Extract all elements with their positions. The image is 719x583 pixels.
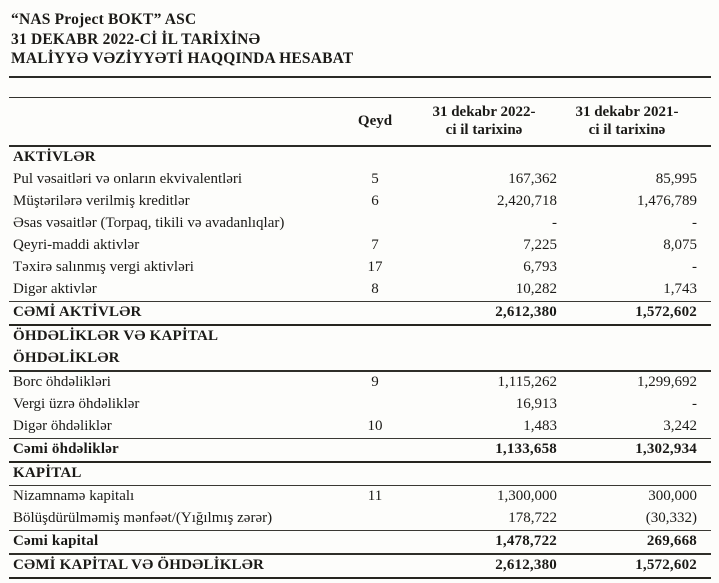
document-header (9, 9, 711, 78)
section-row-equity: KAPİTAL (9, 463, 711, 486)
table-row-deferred-tax-assets: Təxirə salınmış vergi aktivləri 17 6,793 - (13, 259, 697, 275)
section-row-liabilities: ÖHDƏLİKLƏR (9, 348, 711, 372)
table-row-retained-earnings: Bölüşdürülməmiş mənfəət/(Yığılmış zərər) 178,722 (30,332) (9, 508, 711, 531)
grand-total-row-equity-and-liabilities: CƏMİ KAPİTAL VƏ ÖHDƏLİKLƏR 2,612,380 1,572,602 (9, 555, 711, 579)
table-row-other-assets: Digər aktivlər 8 10,282 1,743 (9, 279, 711, 302)
column-header-2022: 31 dekabr 2022- ci il tarixinə (432, 104, 536, 138)
company-name: “NAS Project BOKT” ASC (11, 11, 197, 28)
statement-title: MALİYYƏ VƏZİYYƏTİ HAQQINDA HESABAT (11, 50, 354, 67)
total-row-assets: CƏMİ AKTİVLƏR 2,612,380 1,572,602 (9, 302, 711, 326)
statement-date: 31 DEKABR 2022-Cİ İL TARİXİNƏ (11, 30, 261, 48)
table-header-row (9, 98, 711, 147)
table-row-intangible-assets: Qeyri-maddi aktivlər 7 7,225 8,075 (13, 237, 697, 253)
total-row-liabilities: Cəmi öhdəliklər 1,133,658 1,302,934 (9, 439, 711, 463)
column-header-2021: 31 dekabr 2021- ci il tarixinə (575, 104, 679, 138)
total-row-equity: Cəmi kapital 1,478,722 269,668 (9, 531, 711, 555)
section-row-liabilities-and-equity: ÖHDƏLİKLƏR VƏ KAPİTAL (13, 328, 219, 344)
table-row-cash: Pul vəsaitləri və onların ekvivalentləri 5 167,362 85,995 (13, 171, 697, 187)
table-row-loans-to-customers: Müştərilərə verilmiş kreditlər 6 2,420,718 1,476,789 (13, 193, 697, 209)
table-row-tax-liabilities: Vergi üzrə öhdəliklər 16,913 - (13, 396, 697, 412)
table-row-fixed-assets: Əsas vəsaitlər (Torpaq, tikili və avadanlıqlar) - - (13, 215, 697, 231)
note-column-header: Qeyd (357, 113, 393, 129)
balance-sheet-table (9, 97, 711, 579)
table-row-charter-capital: Nizamnamə kapitalı 11 1,300,000 300,000 (13, 488, 697, 504)
table-row-debt-liabilities: Borc öhdəlikləri 9 1,115,262 1,299,692 (13, 374, 697, 390)
section-row-assets: AKTİVLƏR (13, 149, 96, 165)
table-row-other-liabilities: Digər öhdəliklər 10 1,483 3,242 (9, 416, 711, 439)
